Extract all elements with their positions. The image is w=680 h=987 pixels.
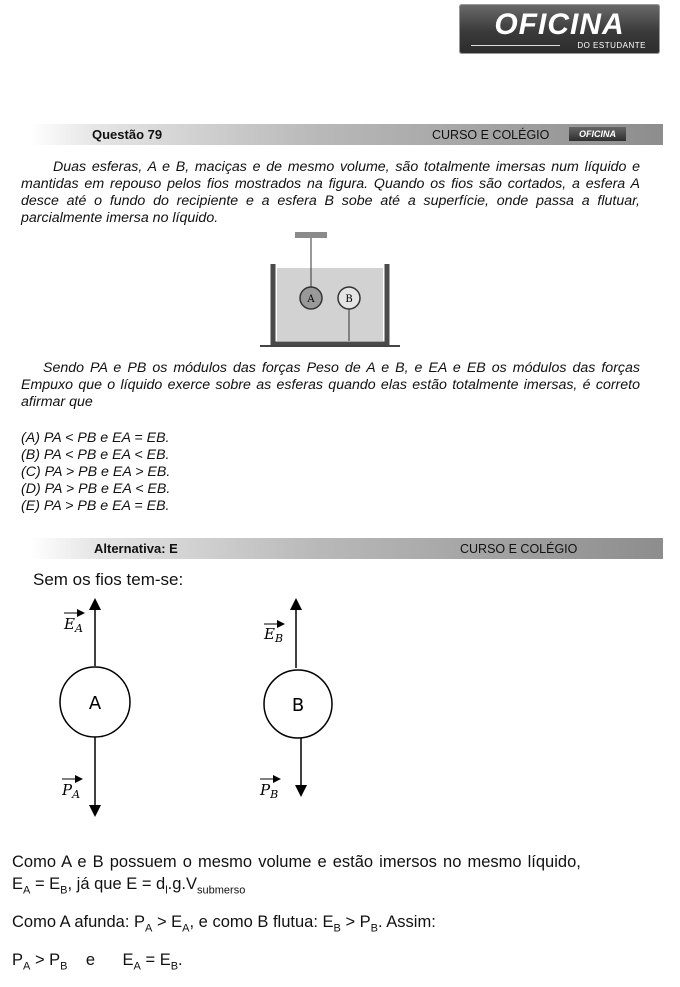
solution-line-2: $E_A = E_B$, já que $E = d_l.g.V_{submerso}$ (12, 875, 246, 897)
sphere-b-label: B (345, 294, 353, 305)
mini-logo: OFICINA (569, 127, 626, 141)
question-header-bar (30, 124, 663, 145)
solution-line-1: Como A e B possuem o mesmo volume e estão imersos no mesmo líquido, (12, 853, 581, 871)
sphere-a-diagram-label: A (88, 693, 102, 714)
option-d: (D) PA > PB e EA < EB. (21, 481, 171, 497)
question-number: Questão 79 (92, 127, 163, 142)
label-pa: $P_A$ (62, 781, 81, 801)
logo-divider (471, 45, 560, 46)
label-ea: $E_A$ (64, 615, 83, 635)
oficina-logo (459, 4, 660, 54)
ceiling-support (295, 232, 327, 238)
label-eb: $E_B$ (264, 625, 284, 645)
sphere-b-diagram-label: B (291, 695, 305, 716)
option-c: (C) PA > PB e EA > EB. (21, 464, 171, 480)
container-figure (255, 228, 405, 350)
question-text (21, 159, 640, 227)
solution-line-3: Como A afunda: $P_A > E_A$, e como B flutua: $E_B > P_B$. Assim: (12, 913, 436, 935)
option-b: (B) PA < PB e EA < EB. (21, 447, 170, 463)
sphere-a-label: A (307, 294, 315, 305)
force-diagram (50, 598, 350, 818)
logo-subtitle: DO ESTUDANTE (577, 41, 646, 50)
question-text-2 (21, 360, 640, 411)
question-paragraph-2: Sendo PA e PB os módulos das forças Peso de A e B, e EA e EB os módulos das forças Empuxo que o líquido exerce sobre as esferas quando elas estão totalmente imersas, é correto afirmar que (21, 360, 640, 410)
option-e: (E) PA > PB e EA = EB. (21, 498, 170, 514)
options-list (21, 430, 170, 515)
solution-intro: Sem os fios tem-se: (33, 570, 184, 589)
answer-course-label: CURSO E COLÉGIO (460, 542, 578, 556)
course-label: CURSO E COLÉGIO (432, 128, 550, 142)
answer-header-bar (30, 538, 663, 559)
question-paragraph-1: Duas esferas, A e B, maciças e de mesmo volume, são totalmente imersas num líquido e mantidas em repouso pelos fios mostrados na figura. Quando os fios são cortados, a esfera A desce até o fundo do recipiente e a esfera B sobe até a superfície, onde passa a flutuar, parcialmente imersa no líquido. (21, 159, 640, 226)
answer-label: Alternativa: E (94, 541, 178, 556)
logo-text: OFICINA (494, 8, 625, 41)
liquid (277, 268, 383, 341)
option-a: (A) PA < PB e EA = EB. (21, 430, 170, 446)
solution-line-4: $P_A > P_B$ e $E_A = E_B$. (12, 951, 183, 973)
label-pb: $P_B$ (260, 781, 279, 801)
